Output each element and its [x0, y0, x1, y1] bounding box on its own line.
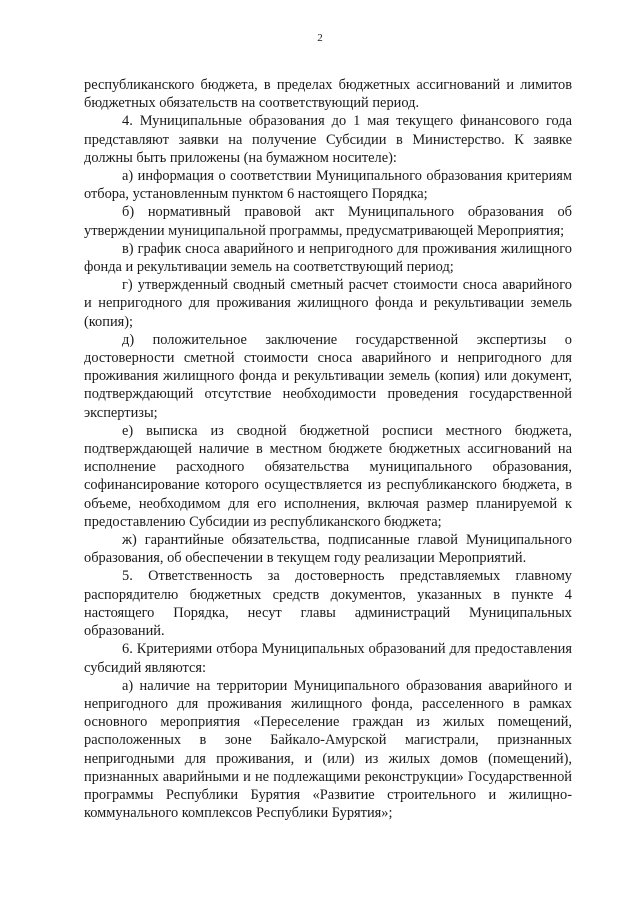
page-number-text: 2 — [317, 32, 323, 44]
paragraph-9: ж) гарантийные обязательства, подписанные главой Муниципального образования, об обеспечении в текущем году реализации Мероприятий. — [84, 532, 572, 567]
paragraph-4: б) нормативный правовой акт Муниципального образования об утверждении муниципальной программы, предусматривающей Мероприятия; — [84, 204, 572, 239]
document-body — [84, 76, 572, 822]
paragraph-5: в) график сноса аварийного и непригодного для проживания жилищного фонда и рекультивации земель на соответствующий период; — [84, 240, 572, 276]
paragraph-11: 6. Критериями отбора Муниципальных образований для предоставления субсидий являются: — [84, 641, 572, 676]
paragraph-3: а) информация о соответствии Муниципального образования критериям отбора, установленным пунктом 6 настоящего Порядка; — [84, 168, 572, 203]
paragraph-2: 4. Муниципальные образования до 1 мая текущего финансового года представляют заявки на получение Субсидии в Министерство. К заявке должны быть приложены (на бумажном носителе): — [84, 113, 572, 166]
paragraph-10: 5. Ответственность за достоверность представляемых главному распорядителю бюджетных средств документов, указанных в пункте 4 настоящего Порядка, несут главы администраций Муниципальных образований. — [84, 568, 572, 640]
paragraph-6: г) утвержденный сводный сметный расчет стоимости сноса аварийного и непригодного для проживания жилищного фонда и рекультивации земель (копия); — [84, 277, 572, 330]
paragraph-1: республиканского бюджета, в пределах бюджетных ассигнований и лимитов бюджетных обязательств на соответствующий период. — [84, 77, 572, 112]
paragraph-12: а) наличие на территории Муниципального образования аварийного и непригодного для проживания жилищного фонда, расселенного в рамках основного мероприятия «Переселение граждан из жилых помещений, расположенных в зоне Байкало-Амурской магистрали, признанных непригодными для проживания, и (или) из жилых домов (помещений), признанных аварийными и не подлежащими реконструкции» Государственной программы Республики Бурятия «Развитие строительного и жилищно-коммунального комплексов Республики Бурятия»; — [84, 677, 572, 822]
paragraph-8: е) выписка из сводной бюджетной росписи местного бюджета, подтверждающей наличие в местном бюджете бюджетных ассигнований на исполнение расходного обязательства муниципального образования, софинансирование которого осуществляется из республиканского бюджета, в объеме, необходимом для его исполнения, включая размер планируемой к предоставлению Субсидии из республиканского бюджета; — [84, 422, 572, 530]
page-number — [0, 31, 640, 45]
paragraph-7: д) положительное заключение государственной экспертизы о достоверности сметной стоимости сноса аварийного и непригодного для проживания жилищного фонда и рекультивации земель (копия) или документ, подтверждающий отсутствие необходимости проведения государственной экспертизы; — [84, 331, 572, 421]
